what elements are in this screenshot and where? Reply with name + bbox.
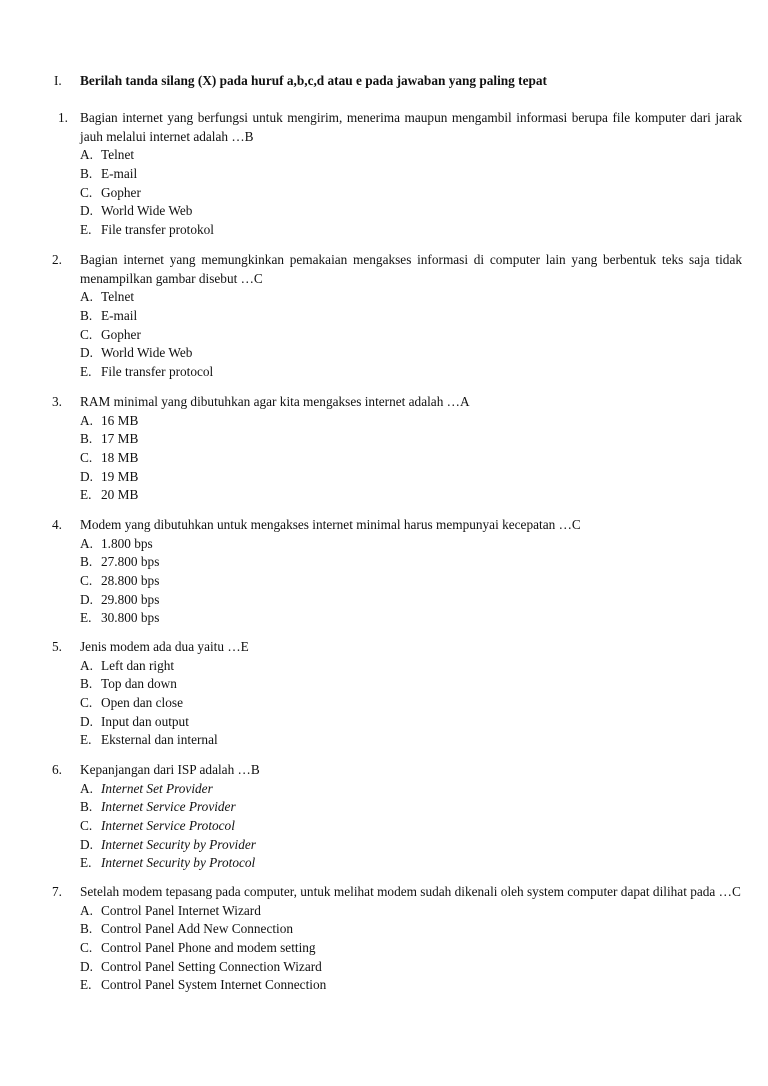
option-text: E-mail	[101, 166, 138, 182]
option-letter: A.	[80, 657, 93, 673]
option-c	[80, 449, 742, 468]
option-letter: B.	[80, 554, 93, 570]
option-letter: A.	[80, 147, 93, 163]
option-a	[80, 535, 742, 554]
option-e	[80, 221, 742, 240]
option-text: Control Panel Add New Connection	[101, 921, 294, 937]
question-6	[52, 761, 742, 873]
option-b	[80, 675, 742, 694]
option-c	[80, 817, 742, 836]
option-c	[80, 694, 742, 713]
option-b	[80, 798, 742, 817]
option-letter: E.	[80, 855, 92, 871]
option-d	[80, 713, 742, 732]
option-text: 19 MB	[101, 468, 139, 484]
option-text: Internet Service Protocol	[101, 818, 235, 834]
question-2	[52, 251, 742, 382]
option-list	[80, 780, 742, 873]
option-a	[80, 780, 742, 799]
section-number: I.	[54, 73, 62, 88]
option-letter: C.	[80, 450, 93, 466]
option-text: Top dan down	[101, 676, 177, 692]
option-letter: C.	[80, 695, 93, 711]
option-text: Gopher	[101, 326, 141, 342]
option-letter: D.	[80, 713, 93, 729]
option-d	[80, 468, 742, 487]
option-letter: D.	[80, 591, 93, 607]
option-a	[80, 412, 742, 431]
question-text: Setelah modem tepasang pada computer, untuk melihat modem sudah dikenali oleh system computer dapat dilihat pada …C	[80, 884, 741, 899]
option-text: E-mail	[101, 308, 138, 324]
option-e	[80, 976, 742, 995]
option-b	[80, 165, 742, 184]
option-d	[80, 958, 742, 977]
option-letter: C.	[80, 184, 93, 200]
option-letter: C.	[80, 940, 93, 956]
option-letter: C.	[80, 573, 93, 589]
option-letter: B.	[80, 921, 93, 937]
option-letter: A.	[80, 902, 93, 918]
option-text: Control Panel Internet Wizard	[101, 902, 261, 918]
option-list	[80, 657, 742, 750]
question-text: Bagian internet yang memungkinkan pemakaian mengakses informasi di computer lain yang berbentuk teks saja tidak menampilkan gambar disebut …C	[80, 252, 742, 286]
option-text: 27.800 bps	[101, 554, 160, 570]
question-number: 7.	[52, 884, 62, 899]
option-letter: D.	[80, 836, 93, 852]
option-text: Internet Set Provider	[101, 780, 213, 796]
option-text: Control Panel Phone and modem setting	[101, 940, 316, 956]
option-b	[80, 920, 742, 939]
option-a	[80, 288, 742, 307]
option-text: Internet Security by Protocol	[101, 855, 256, 871]
option-list	[80, 902, 742, 995]
option-a	[80, 146, 742, 165]
question-text: Jenis modem ada dua yaitu …E	[80, 639, 249, 654]
section-instruction: Berilah tanda silang (X) pada huruf a,b,c,d atau e pada jawaban yang paling tepat	[80, 73, 547, 88]
option-letter: A.	[80, 412, 93, 428]
question-text: Modem yang dibutuhkan untuk mengakses internet minimal harus mempunyai kecepatan …C	[80, 517, 581, 532]
question-text: RAM minimal yang dibutuhkan agar kita mengakses internet adalah …A	[80, 394, 470, 409]
question-number: 2.	[52, 252, 62, 267]
option-list	[80, 146, 742, 239]
option-letter: B.	[80, 799, 93, 815]
option-a	[80, 902, 742, 921]
option-letter: B.	[80, 676, 93, 692]
question-text: Bagian internet yang berfungsi untuk mengirim, menerima maupun mengambil informasi berupa file komputer dari jarak jauh melalui internet adalah …B	[80, 110, 742, 144]
option-e	[80, 854, 742, 873]
option-b	[80, 307, 742, 326]
option-text: 20 MB	[101, 487, 139, 503]
option-text: Control Panel System Internet Connection	[101, 977, 327, 993]
option-d	[80, 202, 742, 221]
option-letter: E.	[80, 222, 92, 238]
option-letter: C.	[80, 326, 93, 342]
option-letter: A.	[80, 780, 93, 796]
option-letter: D.	[80, 345, 93, 361]
option-letter: B.	[80, 431, 93, 447]
option-letter: E.	[80, 364, 92, 380]
option-letter: B.	[80, 308, 93, 324]
question-5	[52, 638, 742, 750]
option-e	[80, 609, 742, 628]
option-d	[80, 344, 742, 363]
option-b	[80, 553, 742, 572]
option-text: World Wide Web	[101, 345, 193, 361]
question-text: Kepanjangan dari ISP adalah …B	[80, 762, 260, 777]
option-text: Telnet	[101, 147, 135, 163]
option-text: 18 MB	[101, 450, 139, 466]
option-text: 1.800 bps	[101, 535, 153, 551]
question-number: 5.	[52, 639, 62, 654]
option-text: Open dan close	[101, 695, 183, 711]
option-text: Input dan output	[101, 713, 189, 729]
option-c	[80, 939, 742, 958]
option-d	[80, 591, 742, 610]
option-text: 16 MB	[101, 412, 139, 428]
option-c	[80, 326, 742, 345]
option-list	[80, 288, 742, 381]
option-d	[80, 836, 742, 855]
question-1	[52, 109, 742, 240]
option-text: File transfer protocol	[101, 364, 214, 380]
question-7	[52, 883, 742, 995]
option-text: 29.800 bps	[101, 591, 160, 607]
option-letter: A.	[80, 535, 93, 551]
option-letter: B.	[80, 166, 93, 182]
option-letter: D.	[80, 958, 93, 974]
option-letter: D.	[80, 468, 93, 484]
option-letter: A.	[80, 289, 93, 305]
question-number: 3.	[52, 394, 62, 409]
option-letter: C.	[80, 818, 93, 834]
option-e	[80, 363, 742, 382]
question-3	[52, 393, 742, 505]
option-letter: E.	[80, 732, 92, 748]
option-text: 30.800 bps	[101, 610, 160, 626]
option-c	[80, 184, 742, 203]
option-text: Control Panel Setting Connection Wizard	[101, 958, 322, 974]
option-text: Telnet	[101, 289, 135, 305]
option-text: File transfer protokol	[101, 222, 214, 238]
question-4	[52, 516, 742, 628]
option-text: 28.800 bps	[101, 573, 160, 589]
option-letter: E.	[80, 487, 92, 503]
option-text: Gopher	[101, 184, 141, 200]
question-number: 6.	[52, 762, 62, 777]
option-a	[80, 657, 742, 676]
option-letter: E.	[80, 610, 92, 626]
option-text: World Wide Web	[101, 203, 193, 219]
option-c	[80, 572, 742, 591]
option-e	[80, 731, 742, 750]
option-b	[80, 430, 742, 449]
option-letter: D.	[80, 203, 93, 219]
option-list	[80, 535, 742, 628]
question-number: 4.	[52, 517, 62, 532]
option-letter: E.	[80, 977, 92, 993]
option-text: 17 MB	[101, 431, 139, 447]
option-text: Left dan right	[101, 657, 175, 673]
option-list	[80, 412, 742, 505]
question-number: 1.	[58, 110, 68, 125]
option-text: Internet Service Provider	[101, 799, 236, 815]
option-text: Internet Security by Provider	[101, 836, 256, 852]
option-text: Eksternal dan internal	[101, 732, 218, 748]
option-e	[80, 486, 742, 505]
